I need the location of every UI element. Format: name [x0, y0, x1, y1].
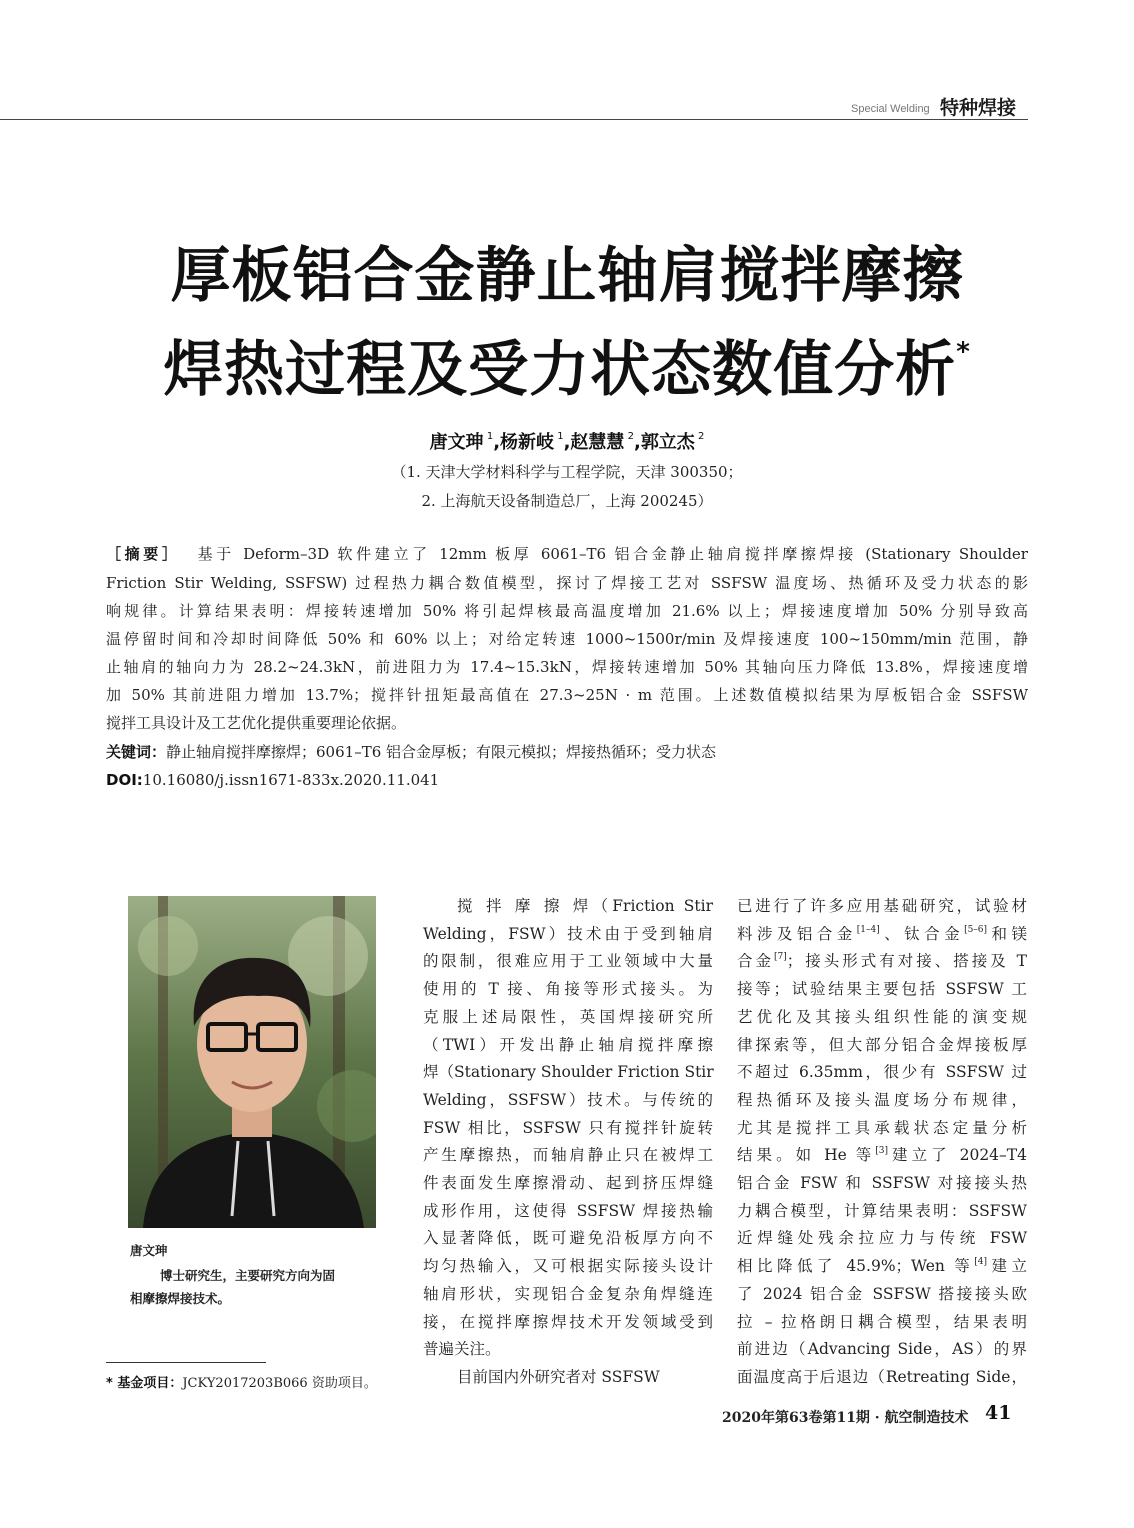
abstract-line [106, 544, 1028, 564]
title-line-1: 厚板铝合金静止轴肩搅拌摩擦 [170, 241, 964, 311]
footnote-rule [106, 1362, 266, 1363]
body-text-line [737, 1090, 1027, 1110]
body-text: 拉 – 拉格朗日耦合模型，结果表明 [737, 1312, 1027, 1331]
author-photo-image [128, 896, 376, 1228]
keywords [106, 742, 1028, 762]
body-text: 近焊缝处残余拉应力与传统 FSW [737, 1229, 1027, 1248]
body-text-line [423, 1367, 713, 1387]
body-text: 成形作用，这使得 SSFSW 焊接热输 [423, 1201, 713, 1220]
abstract-label: ［摘要］ [106, 545, 181, 563]
body-text: ；接头形式有对接、搭接及 T [786, 952, 1027, 971]
body-text-line [423, 1339, 713, 1359]
keywords-label: 关键词： [106, 743, 167, 761]
author-bio-line: 相摩擦焊接技术。 [130, 1291, 231, 1306]
body-text-line [737, 1367, 1027, 1387]
author-name: 赵慧慧 [570, 432, 625, 453]
body-text: 搅 拌 摩 擦 焊（Friction Stir [457, 897, 713, 915]
keywords-text: 静止轴肩搅拌摩擦焊；6061–T6 铝合金厚板；有限元模拟；焊接热循环；受力状态 [166, 743, 717, 761]
affiliation-2: 2. 上海航天设备制造总厂，上海 200245） [421, 492, 713, 510]
funding-text: JCKY2017203B066 资助项目。 [182, 1376, 377, 1391]
author-name: 郭立杰 [640, 432, 695, 453]
doi-text: 10.16080/j.issn1671-833x.2020.11.041 [142, 771, 440, 789]
body-text: 铝合金 FSW 和 SSFSW 对接接头热 [737, 1174, 1027, 1192]
body-text-line [423, 1035, 713, 1055]
body-text: 克服上述局限性，英国焊接研究所 [423, 1007, 713, 1026]
body-text: FSW 相比，SSFSW 只有搅拌针旋转 [423, 1118, 713, 1137]
body-text: 律探索等，但大部分铝合金焊接板厚 [737, 1035, 1027, 1054]
body-text: 建立 [987, 1257, 1027, 1276]
author-affiliation-mark: 2 [624, 431, 634, 442]
author-bio-name: 唐文珅 [130, 1243, 168, 1258]
body-text: 料涉及铝合金 [737, 924, 857, 943]
author-separator: , [633, 432, 641, 453]
page-number: 41 [985, 1402, 1012, 1424]
author-affiliation-mark: 2 [694, 431, 705, 442]
body-text-line [737, 1035, 1027, 1055]
body-text-line [423, 1228, 713, 1248]
body-text: 件表面发生摩擦滑动、起到挤压焊缝 [423, 1174, 713, 1192]
body-text: 轴肩形状，实现铝合金复杂角焊缝连 [423, 1284, 713, 1303]
body-text-line [423, 1118, 713, 1138]
body-text: 建立了 2024–T4 [888, 1146, 1027, 1165]
abstract-line: 加 50% 其前进阻力增加 13.7%；搅拌针扭矩最高值在 27.3~25N · m 范围。上述数值模拟结果为厚板铝合金 SSFSW [106, 686, 1028, 704]
body-text: 相比降低了 45.9%；Wen 等 [737, 1257, 975, 1276]
citation-ref: [3] [875, 1146, 889, 1157]
body-text: 焊（Stationary Shoulder Friction Stir [423, 1063, 714, 1082]
body-text: 尤其是搅拌工具承载状态定量分析 [737, 1118, 1027, 1137]
body-text: 已进行了许多应用基础研究，试验材 [737, 897, 1027, 915]
body-text-line [423, 1173, 713, 1193]
body-text-line [737, 1145, 1027, 1165]
body-text-line [737, 979, 1027, 999]
title-footnote-mark: * [956, 337, 971, 367]
body-text-line [737, 1062, 1027, 1082]
body-text: 不超过 6.35mm，很少有 SSFSW 过 [737, 1063, 1027, 1082]
body-text-line [737, 1256, 1027, 1276]
title-line-2-text: 焊热过程及受力状态数值分析 [163, 335, 957, 405]
body-text-line [423, 1201, 713, 1221]
body-text-line [423, 951, 713, 971]
body-text: Welding，SSFSW）技术。与传统的 [423, 1090, 713, 1109]
section-name-en: Special Welding [851, 103, 930, 115]
header-rule [0, 119, 1028, 120]
journal-footer: 2020年第63卷第11期 · 航空制造技术 [722, 1410, 969, 1426]
abstract-line: Friction Stir Welding, SSFSW) 过程热力耦合数值模型，探讨了焊接工艺对 SSFSW 温度场、热循环及受力状态的影 [106, 574, 1028, 592]
body-text: 结果。如 He 等 [737, 1146, 876, 1165]
doi-label: DOI: [106, 771, 143, 789]
body-text-line [737, 896, 1027, 916]
body-text-line [737, 924, 1027, 944]
body-text-line [737, 1228, 1027, 1248]
body-text-line [423, 1284, 713, 1304]
author-name: 杨新岐 [500, 432, 555, 453]
body-text: 力耦合模型，计算结果表明：SSFSW [737, 1201, 1027, 1220]
title-line-2 [60, 322, 1074, 408]
author-bio-line: 博士研究生，主要研究方向为固 [160, 1268, 336, 1283]
body-text: 的限制，很难应用于工业领域中大量 [423, 952, 713, 971]
body-text-line [737, 1173, 1027, 1193]
section-name-zh: 特种焊接 [940, 97, 1017, 119]
doi [106, 770, 1028, 790]
abstract-line: 响规律。计算结果表明：焊接转速增加 50% 将引起焊核最高温度增加 21.6% 以上；焊接速度增加 50% 分别导致高 [106, 602, 1028, 620]
abstract-line: 搅拌工具设计及工艺优化提供重要理论依据。 [106, 714, 407, 732]
abstract-line: 温停留时间和冷却时间降低 50% 和 60% 以上；对给定转速 1000~1500r/min 及焊接速度 100~150mm/min 范围，静 [106, 630, 1028, 648]
body-text: 接，在搅拌摩擦焊技术开发领域受到 [423, 1312, 713, 1331]
body-text: （TWI）开发出静止轴肩搅拌摩擦 [423, 1035, 713, 1054]
author-separator: , [563, 432, 571, 453]
citation-ref: [4] [974, 1257, 988, 1268]
body-text: 和镁 [987, 924, 1027, 943]
body-text: 了 2024 铝合金 SSFSW 搭接接头欧 [737, 1284, 1027, 1303]
author-separator: , [493, 432, 501, 453]
body-text-line [737, 1339, 1027, 1359]
body-text: 艺优化及其接头组织性能的演变规 [737, 1007, 1027, 1026]
body-text-line [423, 924, 713, 944]
body-text-line [423, 1256, 713, 1276]
body-text-line [737, 1201, 1027, 1221]
body-text: Welding，FSW）技术由于受到轴肩 [423, 924, 713, 943]
body-text: 产生摩擦热，而轴肩静止只在被焊工 [423, 1146, 713, 1165]
body-text-line [423, 1007, 713, 1027]
body-text-line [423, 1090, 713, 1110]
funding-label: * 基金项目： [106, 1376, 183, 1391]
citation-ref: [5–6] [964, 924, 988, 935]
body-text: 面温度高于后退边（Retreating Side， [737, 1367, 1027, 1386]
body-text-line [423, 1312, 713, 1332]
body-text: 入显著降低，既可避免沿板厚方向不 [423, 1229, 713, 1248]
body-text-line [737, 951, 1027, 971]
author-name: 唐文珅 [429, 432, 484, 453]
body-text-line [423, 1145, 713, 1165]
citation-ref: [7] [774, 952, 787, 963]
citation-ref: [1–4] [856, 924, 880, 935]
body-text-line [423, 979, 713, 999]
body-text: 目前国内外研究者对 SSFSW [457, 1367, 660, 1386]
body-text: 前进边（Advancing Side，AS）的界 [737, 1340, 1027, 1359]
body-text: 程热循环及接头温度场分布规律， [737, 1090, 1027, 1109]
body-text-line [423, 1062, 713, 1082]
body-text: 接等；试验结果主要包括 SSFSW 工 [737, 980, 1027, 999]
body-text-line [737, 1007, 1027, 1027]
body-text: 使用的 T 接、角接等形式接头。为 [423, 980, 713, 999]
body-text-line [423, 896, 713, 916]
author-affiliation-mark: 1 [554, 431, 564, 442]
body-text: 、钛合金 [879, 924, 965, 943]
author-affiliation-mark: 1 [483, 431, 494, 442]
abstract-line: 止轴肩的轴向力为 28.2~24.3kN，前进阻力为 17.4~15.3kN，焊接转速增加 50% 其轴向压力降低 13.8%，焊接速度增 [106, 658, 1028, 676]
abstract-text: 基于 Deform–3D 软件建立了 12mm 板厚 6061–T6 铝合金静止轴肩搅拌摩擦焊接 (Stationary Shoulder [197, 545, 1028, 563]
body-text-line [737, 1118, 1027, 1138]
funding-footnote [106, 1372, 377, 1391]
body-text: 普遍关注。 [423, 1340, 501, 1359]
body-text-line [737, 1312, 1027, 1332]
author-photo [128, 896, 376, 1228]
affiliation-1: （1. 天津大学材料科学与工程学院，天津 300350； [391, 463, 743, 481]
author-list [0, 428, 1134, 454]
body-text: 合金 [737, 952, 774, 971]
body-text: 均匀热输入，又可根据实际接头设计 [423, 1257, 713, 1276]
body-text-line [737, 1284, 1027, 1304]
